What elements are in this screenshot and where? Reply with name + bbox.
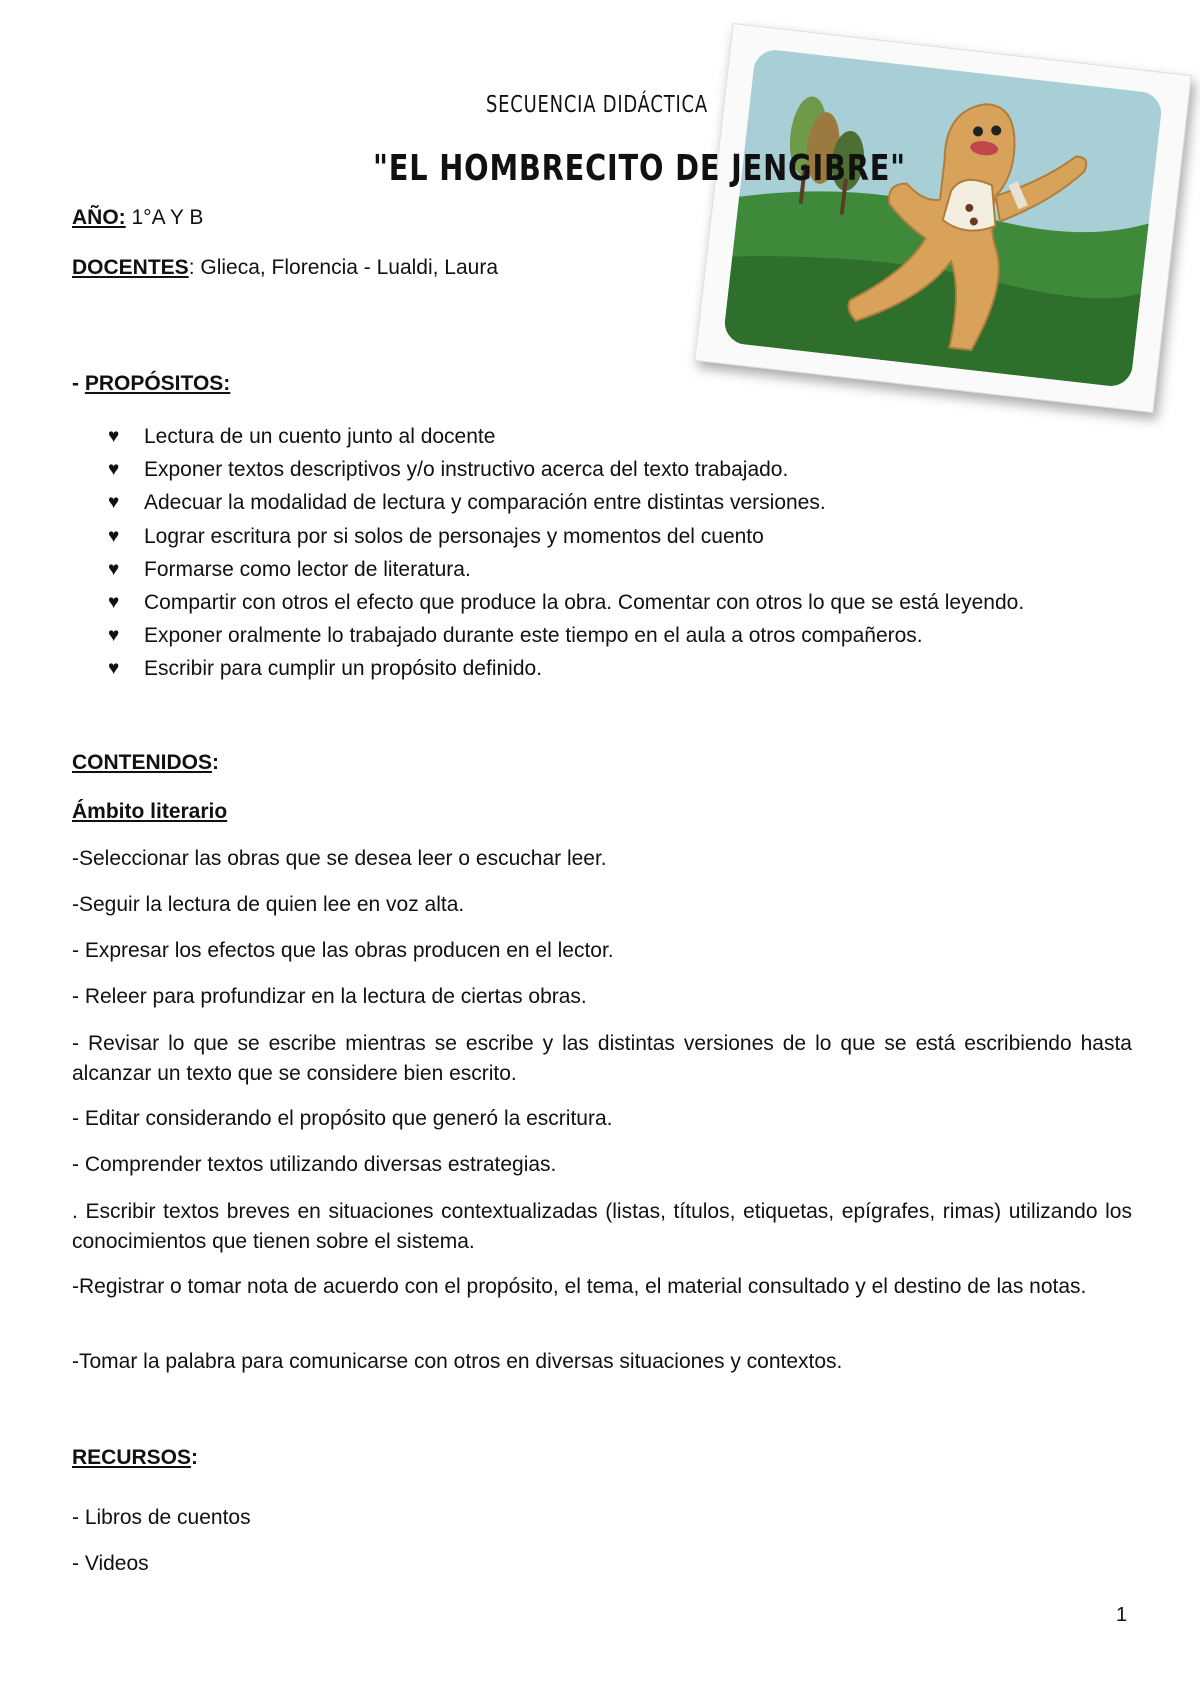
document-title: "EL HOMBRECITO DE JENGIBRE" — [373, 148, 906, 189]
teachers-line — [72, 253, 498, 283]
content-item: - Revisar lo que se escribe mientras se escribe y las distintas versiones de lo que se está escribiendo hasta alcanzar un texto que se considere bien escrito. — [72, 1032, 1132, 1085]
list-item: ♥ Escribir para cumplir un propósito definido. — [108, 652, 1024, 685]
list-item: ♥ Adecuar la modalidad de lectura y comparación entre distintas versiones. — [108, 486, 1024, 519]
resources-colon: : — [191, 1446, 199, 1469]
teachers-value: : Glieca, Florencia - Lualdi, Laura — [188, 256, 499, 279]
list-item: ♥ Lograr escritura por si solos de personajes y momentos del cuento — [108, 520, 1024, 553]
heart-icon: ♥ — [108, 426, 120, 447]
resource-item: - Videos — [72, 1552, 149, 1575]
resources-heading-text: RECURSOS — [72, 1446, 192, 1469]
resources-heading — [72, 1443, 198, 1473]
heart-icon: ♥ — [108, 625, 120, 647]
heart-icon: ♥ — [108, 591, 120, 613]
teachers-label: DOCENTES — [72, 256, 189, 279]
heart-icon: ♥ — [108, 525, 120, 547]
content-item: - Releer para profundizar en la lectura de ciertas obras. — [72, 985, 587, 1008]
heart-icon: ♥ — [108, 492, 120, 514]
document-subtitle: SECUENCIA DIDÁCTICA — [486, 92, 708, 118]
list-item: ♥ Formarse como lector de literatura. — [108, 553, 1024, 586]
contents-colon: : — [212, 751, 220, 774]
list-item: ♥ Exponer textos descriptivos y/o instructivo acerca del texto trabajado. — [108, 453, 1024, 486]
gingerbread-illustration — [723, 48, 1164, 389]
content-item: . Escribir textos breves en situaciones contextualizadas (listas, títulos, etiquetas, epígrafes, rimas) utilizando los conocimientos que tienen sobre el sistema. — [72, 1200, 1132, 1253]
year-value: 1°A Y B — [125, 206, 204, 229]
content-item: - Editar considerando el propósito que generó la escritura. — [72, 1107, 613, 1130]
content-item: -Seguir la lectura de quien lee en voz alta. — [72, 893, 465, 916]
page-number: 1 — [1116, 1604, 1128, 1626]
purposes-prefix: - — [72, 372, 85, 395]
list-item: ♥ Lectura de un cuento junto al docente — [108, 420, 1024, 453]
heart-icon: ♥ — [108, 658, 120, 680]
resource-item: - Libros de cuentos — [72, 1506, 251, 1529]
gingerbread-photo — [694, 23, 1192, 413]
purposes-list — [108, 420, 1024, 686]
list-item: ♥ Compartir con otros el efecto que produce la obra. Comentar con otros lo que se está leyendo. — [108, 586, 1024, 619]
contents-heading — [72, 748, 219, 778]
content-item: - Expresar los efectos que las obras producen en el lector. — [72, 939, 614, 962]
list-item: ♥ Exponer oralmente lo trabajado durante este tiempo en el aula a otros compañeros. — [108, 619, 1024, 652]
contents-heading-text: CONTENIDOS — [72, 751, 213, 774]
purposes-heading-text: PROPÓSITOS: — [84, 372, 231, 395]
content-item: -Seleccionar las obras que se desea leer o escuchar leer. — [72, 847, 607, 870]
heart-icon: ♥ — [108, 459, 120, 481]
contents-subheading — [72, 797, 227, 827]
content-item: -Registrar o tomar nota de acuerdo con el propósito, el tema, el material consultado y el destino de las notas. — [72, 1275, 1087, 1298]
content-item: - Comprender textos utilizando diversas estrategias. — [72, 1153, 557, 1176]
year-line — [72, 203, 203, 233]
purposes-heading — [72, 372, 230, 396]
year-label: AÑO: — [72, 206, 126, 229]
content-item: -Tomar la palabra para comunicarse con otros en diversas situaciones y contextos. — [72, 1350, 843, 1373]
heart-icon: ♥ — [108, 558, 120, 580]
contents-subheading-text: Ámbito literario — [72, 800, 228, 823]
